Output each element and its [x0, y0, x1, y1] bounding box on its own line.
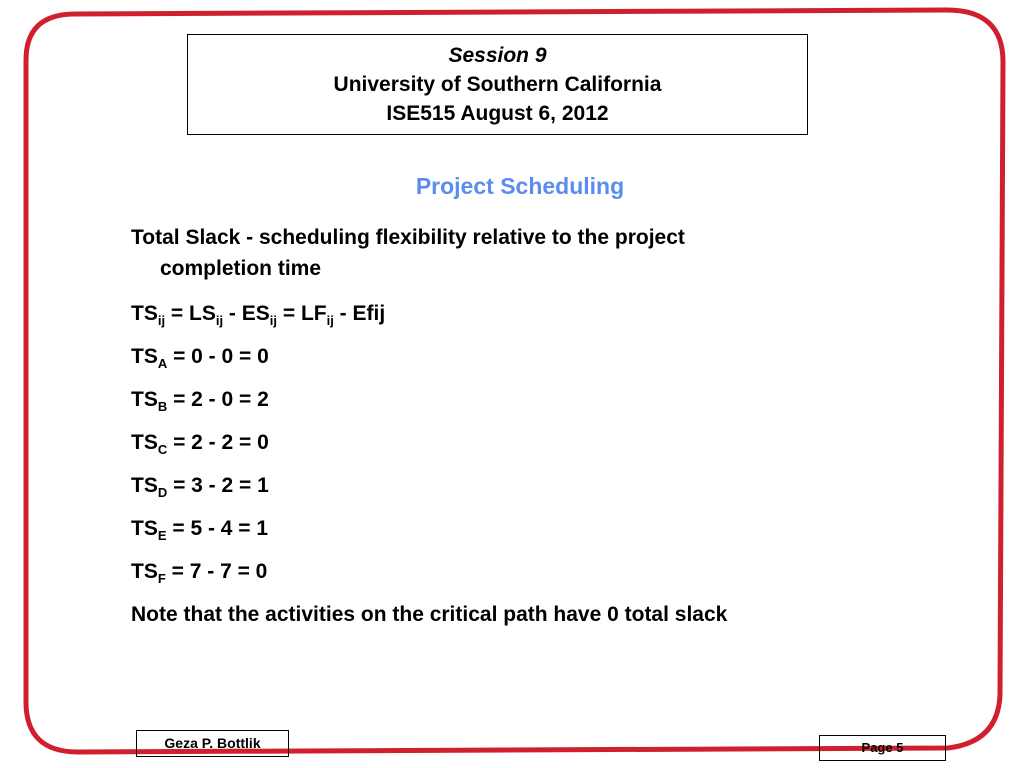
calc-label: TS	[131, 474, 158, 497]
calc-sub: F	[157, 571, 166, 586]
slide-title: Project Scheduling	[415, 173, 625, 199]
calc-sub: A	[157, 356, 168, 371]
formula-sub: ij	[326, 313, 334, 328]
formula-part: = LS	[165, 302, 216, 325]
calc-expr: = 3 - 2 = 1	[167, 474, 269, 497]
calc-expr: = 7 - 7 = 0	[165, 560, 268, 583]
calc-sub: D	[157, 485, 168, 500]
calc-sub: E	[157, 528, 167, 543]
calc-label: TS	[131, 431, 158, 454]
formula-line	[131, 302, 385, 326]
header-box	[187, 34, 808, 135]
formula-part: TS	[131, 302, 158, 325]
calc-label: TS	[131, 388, 158, 411]
course-date: ISE515 August 6, 2012	[386, 102, 609, 125]
definition-line-1: Total Slack - scheduling flexibility relative to the project	[131, 226, 685, 249]
note-line: Note that the activities on the critical path have 0 total slack	[131, 603, 728, 626]
author-box: Geza P. Bottlik	[136, 730, 289, 757]
page-number-box: Page 5	[819, 735, 946, 761]
session-label: Session 9	[448, 44, 547, 67]
calc-label: TS	[131, 517, 158, 540]
calc-expr: = 2 - 0 = 2	[167, 388, 269, 411]
definition-line-2: completion time	[160, 257, 322, 280]
formula-part: = LF	[277, 302, 327, 325]
formula-part: - Efij	[333, 302, 386, 325]
calc-line-a	[131, 345, 269, 369]
calc-line-d	[131, 474, 269, 498]
calc-label: TS	[131, 560, 158, 583]
university-name: University of Southern California	[333, 73, 662, 96]
calc-line-e	[131, 517, 268, 541]
formula-sub: ij	[269, 313, 278, 328]
calc-label: TS	[131, 345, 158, 368]
calc-sub: C	[157, 442, 168, 457]
formula-sub: ij	[157, 313, 166, 328]
calc-expr: = 5 - 4 = 1	[166, 517, 269, 540]
calc-expr: = 2 - 2 = 0	[167, 431, 269, 454]
calc-sub: B	[157, 399, 168, 414]
calc-line-f	[131, 560, 267, 584]
formula-sub: ij	[215, 313, 224, 328]
calc-line-c	[131, 431, 269, 455]
formula-part: - ES	[223, 302, 270, 325]
calc-line-b	[131, 388, 269, 412]
calc-expr: = 0 - 0 = 0	[167, 345, 269, 368]
